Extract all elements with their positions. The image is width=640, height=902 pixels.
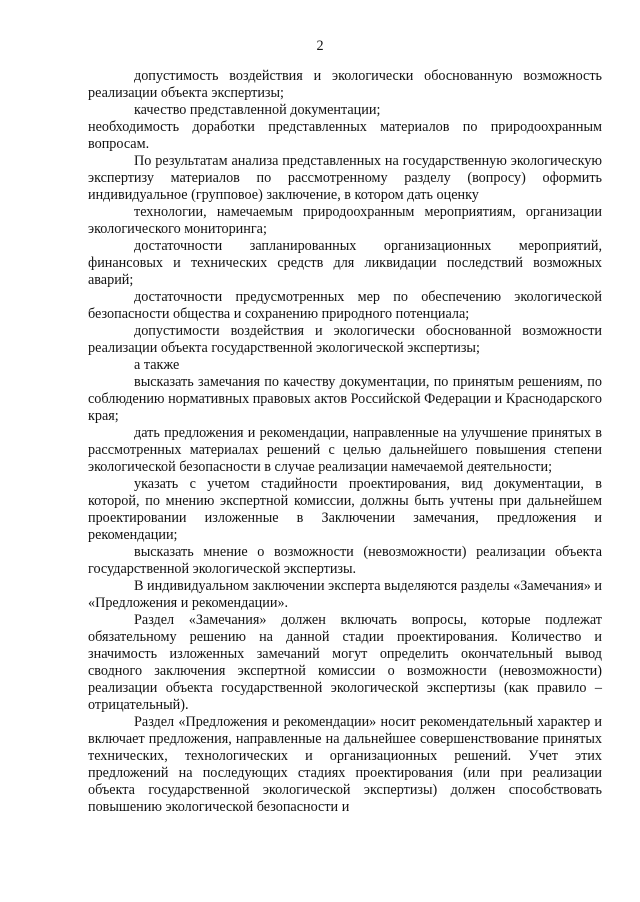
paragraph: высказать мнение о возможности (невозможности) реализации объекта государственной экологической экспертизы. <box>88 544 602 577</box>
paragraph: указать с учетом стадийности проектирования, вид документации, в которой, по мнению экспертной комиссии, должны быть учтены при дальнейшем проектировании изложенные в Заключении замечания, предложения и рекомендации; <box>88 476 602 543</box>
paragraph: а также <box>134 357 180 373</box>
paragraph: дать предложения и рекомендации, направленные на улучшение принятых в рассмотренных материалах решений с целью дальнейшего повышения степени экологической безопасности в случае реализации намечаемой деятельности; <box>88 425 602 475</box>
paragraph: допустимости воздействия и экологически обоснованной возможности реализации объекта государственной экологической экспертизы; <box>88 323 602 356</box>
paragraph: качество представленной документации; <box>134 102 381 118</box>
paragraph: В индивидуальном заключении эксперта выделяются разделы «Замечания» и «Предложения и рекомендации». <box>88 578 602 611</box>
paragraph: высказать замечания по качеству документации, по принятым решениям, по соблюдению нормативных правовых актов Российской Федерации и Краснодарского края; <box>88 374 602 424</box>
paragraph: Раздел «Замечания» должен включать вопросы, которые подлежат обязательному решению на данной стадии проектирования. Количество и значимость изложенных замечаний могут определить окончательный вывод сводного заключения экспертной комиссии о возможности (невозможности) реализации объекта государственной экологической экспертизы (как правило – отрицательный). <box>88 612 602 713</box>
paragraph: необходимость доработки представленных материалов по природоохранным вопросам. <box>88 119 602 152</box>
paragraph: Раздел «Предложения и рекомендации» носит рекомендательный характер и включает предложения, направленные на дальнейшее совершенствование принятых технических, технологических и организационных решений. Учет этих предложений на последующих стадиях проектирования (или при реализации объекта государственной экологической экспертизы) должен способствовать повышению экологической безопасности и <box>88 714 602 815</box>
page-number: 2 <box>316 38 324 54</box>
paragraph: достаточности запланированных организационных мероприятий, финансовых и технических средств для ликвидации последствий возможных аварий; <box>88 238 602 288</box>
paragraph: допустимость воздействия и экологически обоснованную возможность реализации объекта экспертизы; <box>88 68 602 101</box>
paragraph: По результатам анализа представленных на государственную экологическую экспертизу материалов по рассмотренному разделу (вопросу) оформить индивидуальное (групповое) заключение, в котором дать оценку <box>88 153 602 203</box>
document-body <box>88 68 602 816</box>
paragraph: технологии, намечаемым природоохранным мероприятиям, организации экологического мониторинга; <box>88 204 602 237</box>
paragraph: достаточности предусмотренных мер по обеспечению экологической безопасности общества и сохранению природного потенциала; <box>88 289 602 322</box>
